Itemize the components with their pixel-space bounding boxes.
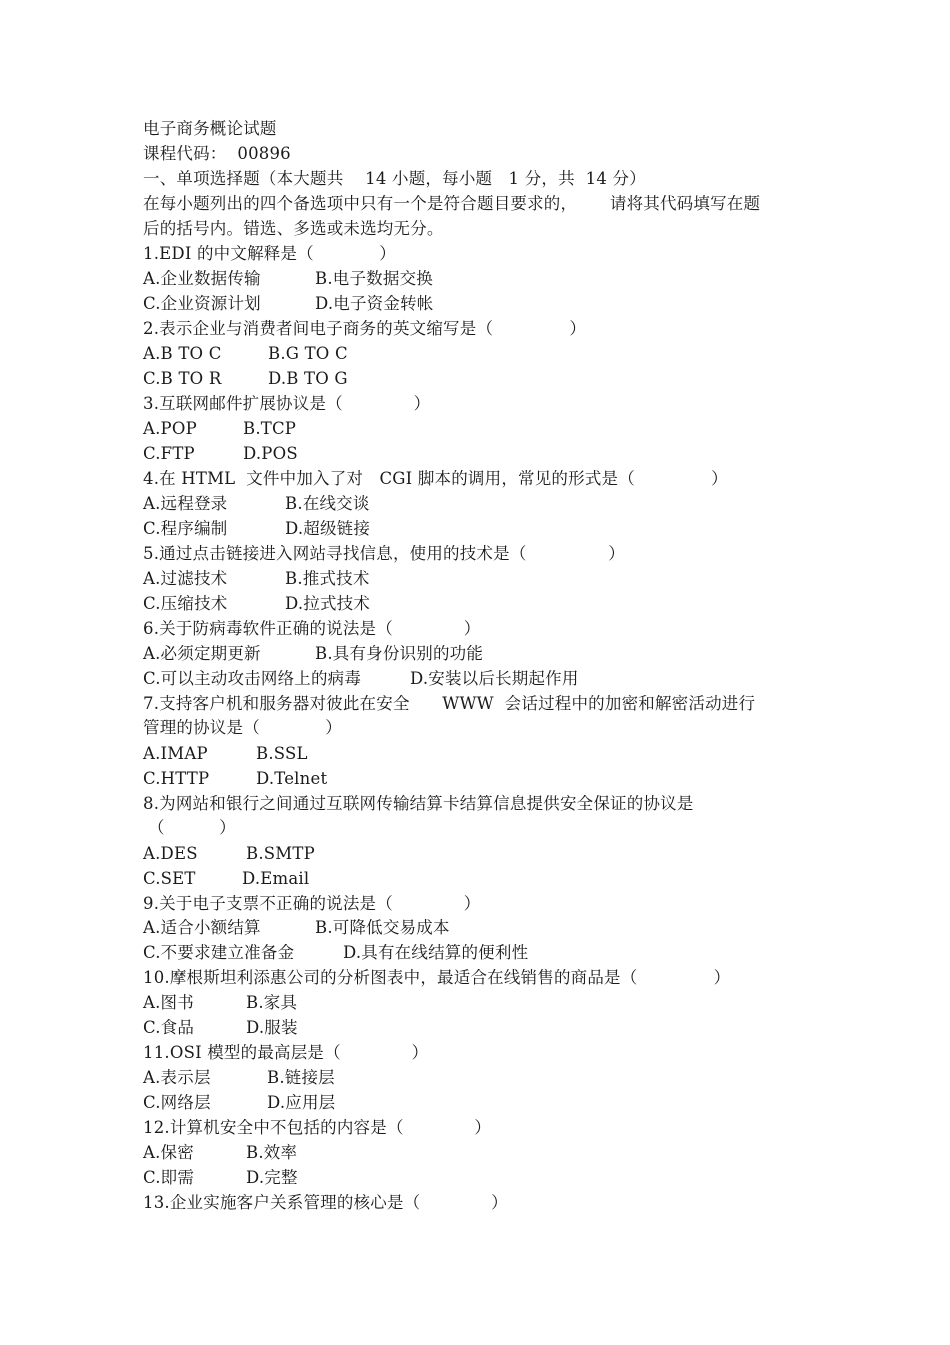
question-5-option-b: B.推式技术 <box>285 569 370 588</box>
question-2-option-b: B.G TO C <box>268 344 348 363</box>
question-3-option-c: C.FTP <box>143 444 195 463</box>
question-6-stem: 6.关于防病毒软件正确的说法是（ ） <box>143 619 481 638</box>
question-1-option-a: A.企业数据传输 <box>143 269 261 288</box>
question-9-option-a: A.适合小额结算 <box>143 918 261 937</box>
question-3-option-d: D.POS <box>243 444 298 463</box>
question-8-option-d: D.Email <box>242 869 310 888</box>
question-5-option-c: C.压缩技术 <box>143 594 228 613</box>
question-6-option-b: B.具有身份识别的功能 <box>315 644 484 663</box>
question-2-option-a: A.B TO C <box>143 344 222 363</box>
question-4-option-a: A.远程登录 <box>143 494 228 513</box>
question-12-option-d: D.完整 <box>246 1168 298 1187</box>
question-6-option-a: A.必须定期更新 <box>143 644 261 663</box>
question-10-option-c: C.食品 <box>143 1018 195 1037</box>
question-12-option-a: A.保密 <box>143 1143 194 1162</box>
question-10-option-b: B.家具 <box>246 993 298 1012</box>
question-7-option-a: A.IMAP <box>143 744 208 763</box>
question-4-option-d: D.超级链接 <box>285 519 371 538</box>
question-3-stem: 3.互联网邮件扩展协议是（ ） <box>143 394 431 413</box>
question-1-stem: 1.EDI 的中文解释是（ ） <box>143 244 396 263</box>
question-8-option-c: C.SET <box>143 869 196 888</box>
question-10-stem: 10.摩根斯坦利添惠公司的分析图表中，最适合在线销售的商品是（ ） <box>143 968 731 987</box>
question-5-option-a: A.过滤技术 <box>143 569 228 588</box>
document-title: 电子商务概论试题 <box>143 119 277 138</box>
question-11-option-b: B.链接层 <box>267 1068 335 1087</box>
question-9-option-d: D.具有在线结算的便利性 <box>343 943 529 962</box>
question-4-stem: 4.在 HTML 文件中加入了对 CGI 脚本的调用，常见的形式是（ ） <box>143 469 728 488</box>
question-7-stem-continued: 管理的协议是（ ） <box>143 718 342 737</box>
question-8-stem: 8.为网站和银行之间通过互联网传输结算卡结算信息提供安全保证的协议是 <box>143 794 694 813</box>
question-9-stem: 9.关于电子支票不正确的说法是（ ） <box>143 894 481 913</box>
question-11-option-c: C.网络层 <box>143 1093 211 1112</box>
question-2-option-d: D.B TO G <box>268 369 348 388</box>
question-13-stem: 13.企业实施客户关系管理的核心是（ ） <box>143 1193 508 1212</box>
question-7-option-c: C.HTTP <box>143 769 210 788</box>
question-3-option-b: B.TCP <box>243 419 297 438</box>
question-12-stem: 12.计算机安全中不包括的内容是（ ） <box>143 1118 492 1137</box>
instructions-line-2: 后的括号内。错选、多选或未选均无分。 <box>143 219 444 238</box>
question-11-option-d: D.应用层 <box>267 1093 336 1112</box>
question-8-option-b: B.SMTP <box>246 844 315 863</box>
question-1-option-b: B.电子数据交换 <box>315 269 433 288</box>
question-5-stem: 5.通过点击链接进入网站寻找信息，使用的技术是（ ） <box>143 544 625 563</box>
question-6-option-c: C.可以主动攻击网络上的病毒 <box>143 669 362 688</box>
question-10-option-d: D.服装 <box>246 1018 298 1037</box>
question-10-option-a: A.图书 <box>143 993 194 1012</box>
question-2-option-c: C.B TO R <box>143 369 222 388</box>
question-8-stem-continued: （ ） <box>148 818 236 837</box>
question-5-option-d: D.拉式技术 <box>285 594 371 613</box>
question-3-option-a: A.POP <box>143 419 197 438</box>
question-2-stem: 2.表示企业与消费者间电子商务的英文缩写是（ ） <box>143 319 587 338</box>
question-7-option-b: B.SSL <box>256 744 308 763</box>
question-9-option-b: B.可降低交易成本 <box>315 918 450 937</box>
question-12-option-c: C.即需 <box>143 1168 195 1187</box>
section-title: 一、单项选择题（本大题共 14 小题，每小题 1 分，共 14 分） <box>143 169 646 188</box>
question-8-option-a: A.DES <box>143 844 198 863</box>
instructions-line-1: 在每小题列出的四个备选项中只有一个是符合题目要求的， 请将其代码填写在题 <box>143 194 761 213</box>
question-11-option-a: A.表示层 <box>143 1068 211 1087</box>
question-4-option-b: B.在线交谈 <box>285 494 370 513</box>
course-code: 课程代码： 00896 <box>143 144 291 163</box>
question-4-option-c: C.程序编制 <box>143 519 228 538</box>
question-11-stem: 11.OSI 模型的最高层是（ ） <box>143 1043 429 1062</box>
question-12-option-b: B.效率 <box>246 1143 298 1162</box>
question-6-option-d: D.安装以后长期起作用 <box>410 669 579 688</box>
question-7-option-d: D.Telnet <box>256 769 328 788</box>
question-9-option-c: C.不要求建立准备金 <box>143 943 295 962</box>
question-7-stem: 7.支持客户机和服务器对彼此在安全 WWW 会话过程中的加密和解密活动进行 <box>143 694 756 713</box>
question-1-option-c: C.企业资源计划 <box>143 294 261 313</box>
question-1-option-d: D.电子资金转帐 <box>315 294 434 313</box>
